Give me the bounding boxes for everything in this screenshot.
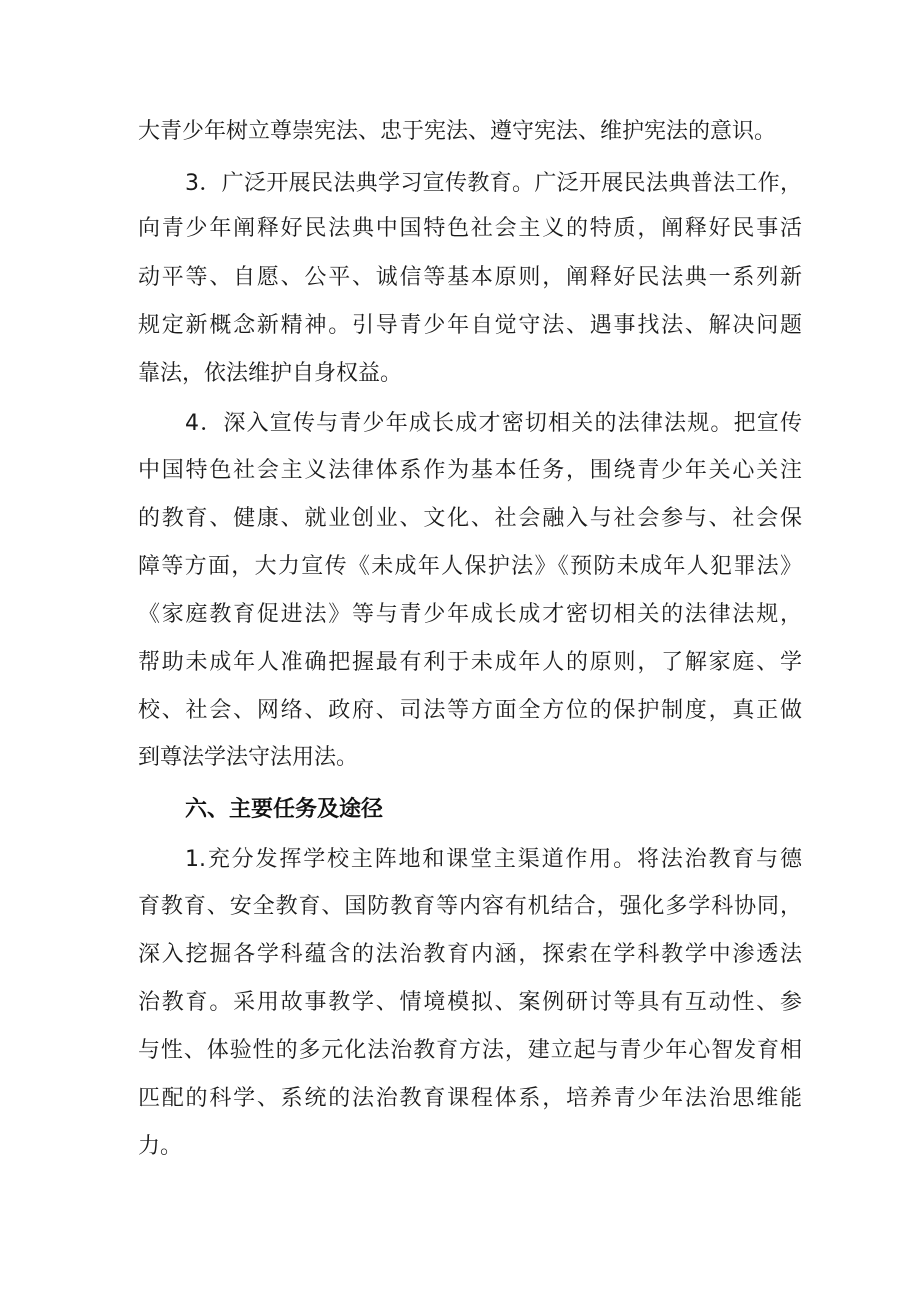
section-heading: 六、主要任务及途径	[185, 797, 384, 822]
paragraph-line: 匹配的科学、系统的法治教育课程体系，培养青少年法治思维能	[138, 1086, 802, 1111]
paragraph-line: 《家庭教育促进法》等与青少年成长成才密切相关的法律法规，	[138, 602, 802, 627]
paragraph-line: 向青少年阐释好民法典中国特色社会主义的特质，阐释好民事活	[138, 216, 802, 241]
paragraph-line: 到尊法学法守法用法。	[138, 745, 359, 770]
paragraph-line: 靠法，依法维护自身权益。	[138, 361, 403, 386]
paragraph-line: 深入挖掘各学科蕴含的法治教育内涵，探索在学科教学中渗透法	[138, 942, 802, 967]
paragraph-line: 动平等、自愿、公平、诚信等基本原则，阐释好民法典一系列新	[138, 265, 802, 290]
paragraph-line: 治教育。采用故事教学、情境模拟、案例研讨等具有互动性、参	[138, 990, 802, 1015]
paragraph-line: 力。	[138, 1134, 183, 1159]
paragraph-line: 4．深入宣传与青少年成长成才密切相关的法律法规。把宣传	[185, 411, 802, 436]
paragraph-line: 规定新概念新精神。引导青少年自觉守法、遇事找法、解决问题	[138, 313, 802, 338]
paragraph-line: 育教育、安全教育、国防教育等内容有机结合，强化多学科协同，	[138, 894, 802, 919]
paragraph-line: 1.充分发挥学校主阵地和课堂主渠道作用。将法治教育与德	[185, 847, 802, 872]
paragraph-line: 大青少年树立尊崇宪法、忠于宪法、遵守宪法、维护宪法的意识。	[138, 119, 777, 144]
paragraph-line: 的教育、健康、就业创业、文化、社会融入与社会参与、社会保	[138, 506, 802, 531]
paragraph-line: 3．广泛开展民法典学习宣传教育。广泛开展民法典普法工作，	[185, 171, 802, 196]
paragraph-line: 与性、体验性的多元化法治教育方法，建立起与青少年心智发育相	[138, 1038, 802, 1063]
paragraph-line: 中国特色社会主义法律体系作为基本任务，围绕青少年关心关注	[138, 458, 802, 483]
paragraph-line: 障等方面，大力宣传《未成年人保护法》《预防未成年人犯罪法》	[138, 554, 802, 579]
paragraph-line: 帮助未成年人准确把握最有利于未成年人的原则，了解家庭、学	[138, 650, 802, 675]
paragraph-line: 校、社会、网络、政府、司法等方面全方位的保护制度，真正做	[138, 698, 802, 723]
